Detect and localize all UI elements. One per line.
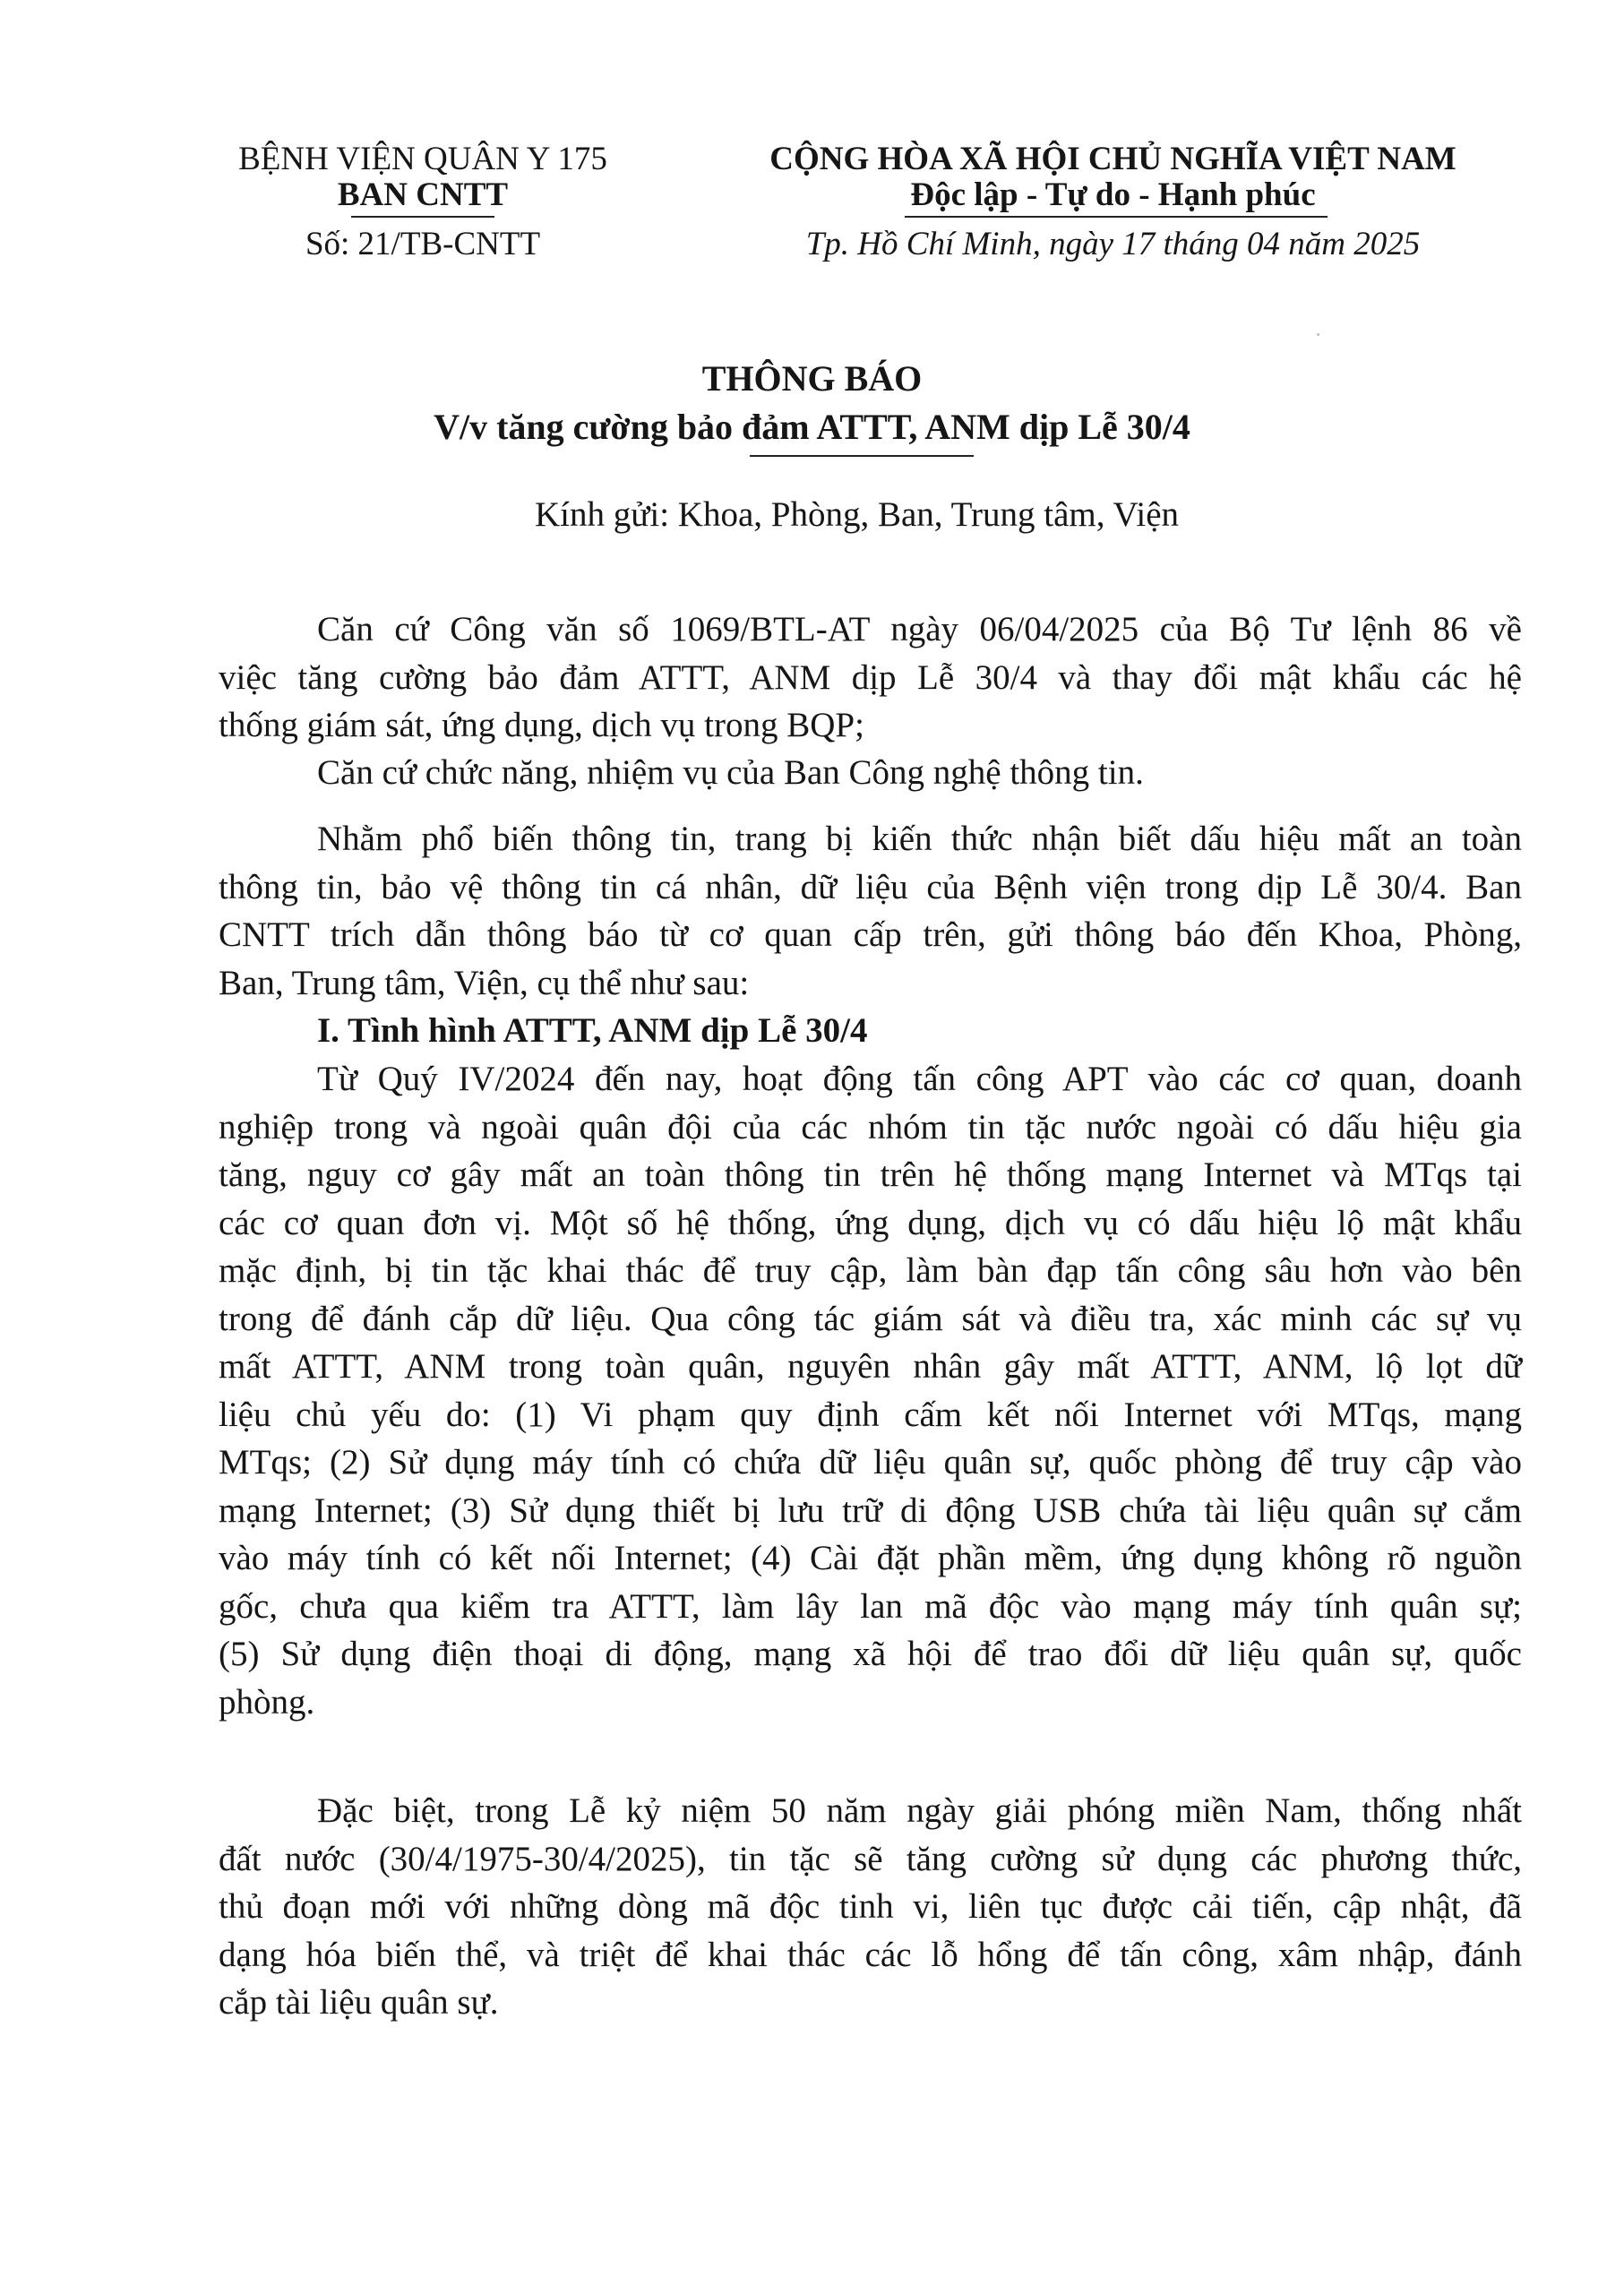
body-line: việc tăng cường bảo đảm ATTT, ANM dịp Lễ 30/4 và thay đổi mật khẩu các hệ [219, 657, 1522, 697]
issuing-organization: BỆNH VIỆN QUÂN Y 175 [238, 141, 607, 177]
body-line: (5) Sử dụng điện thoại di động, mạng xã hội để trao đổi dữ liệu quân sự, quốc [219, 1635, 1522, 1673]
place-and-date: Tp. Hồ Chí Minh, ngày 17 tháng 04 năm 2025 [805, 226, 1421, 262]
body-line: tăng, nguy cơ gây mất an toàn thông tin trên hệ thống mạng Internet và MTqs tại [219, 1155, 1522, 1194]
scan-speck [1317, 333, 1319, 336]
section-heading-text: I. Tình hình ATTT, ANM dịp Lễ 30/4 [317, 1011, 868, 1050]
national-title: CỘNG HÒA XÃ HỘI CHỦ NGHĨA VIỆT NAM [769, 141, 1456, 177]
body-line: thủ đoạn mới với những dòng mã độc tinh vi, liên tục được cải tiến, cập nhật, đã [219, 1887, 1522, 1926]
paragraph-legal-basis-1 [219, 605, 1522, 750]
paragraph-special-warning [219, 1787, 1522, 2027]
body-line: MTqs; (2) Sử dụng máy tính có chứa dữ liệu quân sự, quốc phòng để truy cập vào [219, 1443, 1522, 1481]
body-line: phòng. [219, 1682, 315, 1722]
body-line: Ban, Trung tâm, Viện, cụ thể như sau: [219, 963, 750, 1002]
paragraph-legal-basis-2 [219, 749, 1522, 797]
body-line: gốc, chưa qua kiểm tra ATTT, làm lây lan mã độc vào mạng máy tính quân sự; [219, 1586, 1522, 1626]
document-number: Số: 21/TB-CNTT [305, 226, 541, 262]
body-line: thông tin, bảo vệ thông tin cá nhân, dữ liệu của Bệnh viện trong dịp Lễ 30/4. Ban [219, 867, 1522, 906]
document-subject: V/v tăng cường bảo đảm ATTT, ANM dịp Lễ 30/4 [434, 407, 1190, 447]
body-line: dạng hóa biến thể, và triệt để khai thác các lỗ hổng để tấn công, xâm nhập, đánh [219, 1935, 1522, 1974]
unit-underline [351, 216, 494, 218]
body-line: vào máy tính có kết nối Internet; (4) Cài đặt phần mềm, ứng dụng không rõ nguồn [219, 1539, 1522, 1577]
body-line: nghiệp trong và ngoài quân đội của các nhóm tin tặc nước ngoài có dấu hiệu gia [219, 1107, 1522, 1146]
body-line: CNTT trích dẫn thông báo từ cơ quan cấp trên, gửi thông báo đến Khoa, Phòng, [219, 915, 1522, 954]
recipients-line: Kính gửi: Khoa, Phòng, Ban, Trung tâm, Viện [534, 495, 1180, 534]
body-line: Căn cứ chức năng, nhiệm vụ của Ban Công nghệ thông tin. [317, 753, 1144, 792]
paragraph-purpose [219, 815, 1522, 1007]
national-motto: Độc lập - Tự do - Hạnh phúc [910, 176, 1316, 213]
body-line: thống giám sát, ứng dụng, dịch vụ trong BQP; [219, 706, 864, 744]
document-title: THÔNG BÁO [701, 358, 923, 399]
body-line: Từ Quý IV/2024 đến nay, hoạt động tấn công APT vào các cơ quan, doanh [317, 1060, 1522, 1098]
body-line: trong để đánh cắp dữ liệu. Qua công tác giám sát và điều tra, xác minh các sự vụ [219, 1299, 1522, 1338]
body-line: các cơ quan đơn vị. Một số hệ thống, ứng dụng, dịch vụ có dấu hiệu lộ mật khẩu [219, 1203, 1522, 1242]
body-line: liệu chủ yếu do: (1) Vi phạm quy định cấm kết nối Internet với MTqs, mạng [219, 1395, 1522, 1434]
body-line: Nhằm phổ biến thông tin, trang bị kiến thức nhận biết dấu hiệu mất an toàn [317, 820, 1522, 858]
body-line: cắp tài liệu quân sự. [219, 1983, 499, 2022]
body-line: Đặc biệt, trong Lễ kỷ niệm 50 năm ngày giải phóng miền Nam, thống nhất [317, 1791, 1522, 1830]
issuing-unit: BAN CNTT [337, 176, 509, 213]
body-line: mạng Internet; (3) Sử dụng thiết bị lưu trữ di động USB chứa tài liệu quân sự cắm [219, 1490, 1522, 1530]
body-line: mặc định, bị tin tặc khai thác để truy cập, làm bàn đạp tấn công sâu hơn vào bên [219, 1251, 1522, 1290]
motto-underline [905, 216, 1328, 218]
paragraph-situation [219, 1055, 1522, 1726]
subject-underline [750, 455, 974, 457]
body-line: đất nước (30/4/1975-30/4/2025), tin tặc sẽ tăng cường sử dụng các phương thức, [219, 1839, 1522, 1878]
section-heading [219, 1007, 1522, 1055]
body-line: Căn cứ Công văn số 1069/BTL-AT ngày 06/04/2025 của Bộ Tư lệnh 86 về [317, 610, 1522, 648]
body-line: mất ATTT, ANM trong toàn quân, nguyên nhân gây mất ATTT, ANM, lộ lọt dữ [219, 1347, 1522, 1386]
